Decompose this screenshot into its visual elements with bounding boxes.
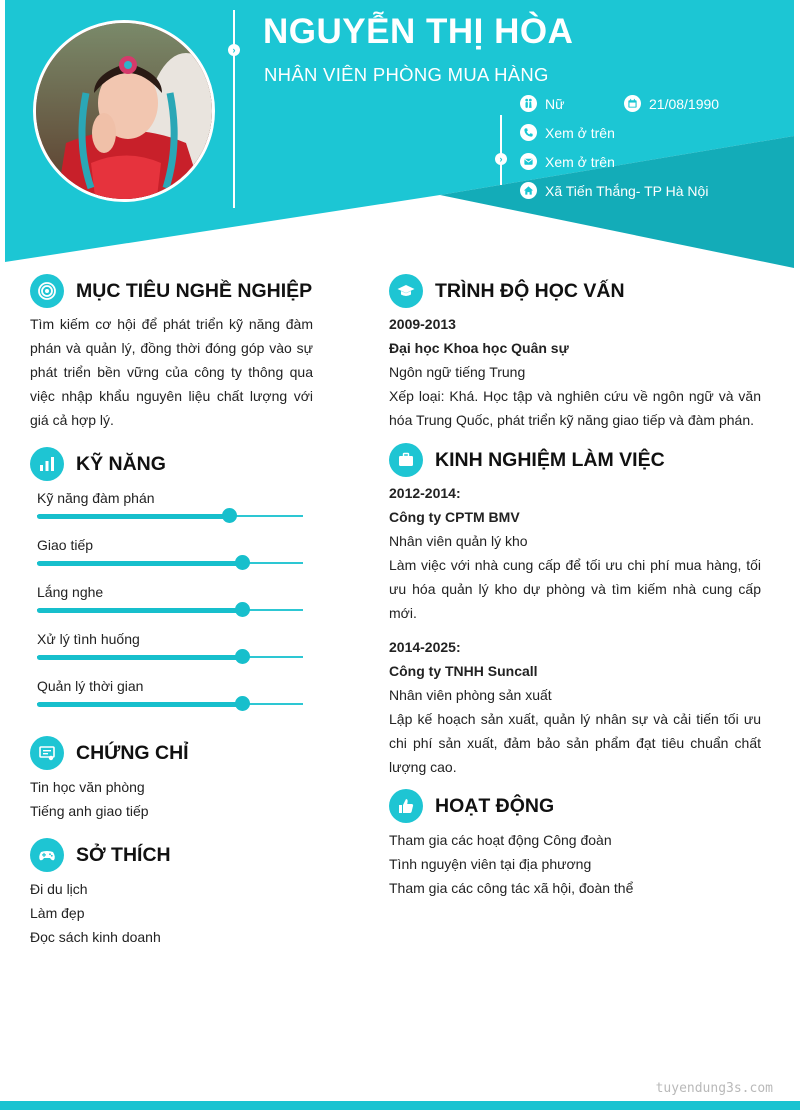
envelope-icon bbox=[520, 153, 537, 170]
skill-label: Xử lý tình huống bbox=[37, 631, 140, 647]
candidate-name: NGUYỄN THỊ HÒA bbox=[263, 12, 574, 51]
footer-bar bbox=[0, 1101, 800, 1110]
education-major: Ngôn ngữ tiếng Trung bbox=[389, 364, 526, 380]
watermark: tuyendung3s.com bbox=[655, 1081, 773, 1096]
skills-heading bbox=[30, 447, 166, 481]
skill-item bbox=[37, 537, 303, 577]
briefcase-icon bbox=[389, 443, 423, 477]
skill-level-bar bbox=[37, 655, 242, 660]
skill-item bbox=[37, 678, 303, 718]
education-heading bbox=[389, 274, 625, 308]
gender-value: Nữ bbox=[545, 95, 565, 112]
certificates-title: CHỨNG CHỈ bbox=[76, 741, 189, 764]
activity-item: Tình nguyện viên tại địa phương bbox=[389, 856, 592, 872]
skill-level-knob bbox=[235, 555, 250, 570]
contact-phone bbox=[520, 124, 615, 141]
activities-title: HOẠT ĐỘNG bbox=[435, 794, 555, 817]
education-school: Đại học Khoa học Quân sự bbox=[389, 340, 569, 356]
certificate-item: Tiếng anh giao tiếp bbox=[30, 803, 149, 819]
certificate-item: Tin học văn phòng bbox=[30, 779, 145, 795]
hobbies-heading bbox=[30, 838, 171, 872]
hobbies-title: SỞ THÍCH bbox=[76, 843, 171, 866]
contact-divider bbox=[500, 115, 502, 185]
skill-level-bar bbox=[37, 608, 242, 613]
skill-level-knob bbox=[235, 602, 250, 617]
job-period: 2014-2025: bbox=[389, 639, 461, 655]
activity-item: Tham gia các công tác xã hội, đoàn thể bbox=[389, 880, 634, 896]
email-value: Xem ở trên bbox=[545, 153, 615, 170]
objective-text: Tìm kiếm cơ hội để phát triển kỹ năng đàm phán và quản lý, đồng thời đóng góp vào sự phát triển bền vững của công ty thông qua việc nhập khẩu nguyên liệu chất lượng với giá cả hợp lý. bbox=[30, 316, 313, 428]
candidate-job-title: NHÂN VIÊN PHÒNG MUA HÀNG bbox=[264, 64, 549, 85]
hobby-item: Đi du lịch bbox=[30, 881, 88, 897]
phone-icon bbox=[520, 124, 537, 141]
address-value: Xã Tiến Thắng- TP Hà Nội bbox=[545, 182, 709, 199]
job-description: Làm việc với nhà cung cấp để tối ưu chi phí mua hàng, tối ưu hóa quản lý kho dự phòng và tìm kiếm nhà cung cấp mới. bbox=[389, 557, 761, 621]
profile-photo bbox=[33, 20, 215, 202]
activities-heading bbox=[389, 789, 554, 823]
skill-label: Giao tiếp bbox=[37, 537, 94, 553]
contact-birthday bbox=[624, 95, 719, 112]
skill-level-bar bbox=[37, 561, 242, 566]
bar-chart-icon bbox=[30, 447, 64, 481]
skill-label: Lắng nghe bbox=[37, 584, 104, 600]
certificate-icon bbox=[30, 736, 64, 770]
job-period: 2012-2014: bbox=[389, 485, 461, 501]
calendar-icon bbox=[624, 95, 641, 112]
skill-level-knob bbox=[235, 649, 250, 664]
header-divider bbox=[233, 10, 235, 208]
skill-item bbox=[37, 631, 303, 671]
gender-icon bbox=[520, 95, 537, 112]
job-description: Lập kế hoạch sản xuất, quản lý nhân sự và cải tiến tối ưu chi phí sản xuất, đảm bảo sản phẩm đạt tiêu chuẩn chất lượng cao. bbox=[389, 711, 761, 775]
education-period: 2009-2013 bbox=[389, 316, 456, 332]
skill-level-bar bbox=[37, 514, 229, 519]
target-icon bbox=[30, 274, 64, 308]
skill-label: Quản lý thời gian bbox=[37, 678, 144, 694]
gamepad-icon bbox=[30, 838, 64, 872]
education-description: Xếp loại: Khá. Học tập và nghiên cứu về ngôn ngữ và văn hóa Trung Quốc, phát triển kỹ năng giao tiếp và đàm phán. bbox=[389, 388, 761, 428]
objective-heading bbox=[30, 274, 312, 308]
job-position: Nhân viên quản lý kho bbox=[389, 533, 528, 549]
contact-address bbox=[520, 182, 708, 199]
skills-title: KỸ NĂNG bbox=[76, 452, 166, 475]
skill-level-bar bbox=[37, 702, 242, 707]
thumbs-up-icon bbox=[389, 789, 423, 823]
activity-item: Tham gia các hoạt động Công đoàn bbox=[389, 832, 612, 848]
skill-level-knob bbox=[235, 696, 250, 711]
header-chevron-icon: › bbox=[228, 44, 240, 56]
objective-title: MỤC TIÊU NGHỀ NGHIỆP bbox=[76, 279, 313, 302]
phone-value: Xem ở trên bbox=[545, 124, 615, 141]
birthday-value: 21/08/1990 bbox=[649, 95, 720, 112]
skill-item bbox=[37, 490, 303, 530]
contact-chevron-icon: › bbox=[495, 153, 507, 165]
job-position: Nhân viên phòng sản xuất bbox=[389, 687, 552, 703]
job-company: Công ty TNHH Suncall bbox=[389, 663, 538, 679]
skill-item bbox=[37, 584, 303, 624]
contact-email bbox=[520, 153, 615, 170]
graduation-cap-icon bbox=[389, 274, 423, 308]
home-icon bbox=[520, 182, 537, 199]
education-title: TRÌNH ĐỘ HỌC VẤN bbox=[435, 279, 625, 302]
certificates-heading bbox=[30, 736, 189, 770]
experience-title: KINH NGHIỆM LÀM VIỆC bbox=[435, 448, 665, 471]
experience-heading bbox=[389, 443, 665, 477]
job-company: Công ty CPTM BMV bbox=[389, 509, 520, 525]
hobby-item: Làm đẹp bbox=[30, 905, 85, 921]
hobby-item: Đọc sách kinh doanh bbox=[30, 929, 161, 945]
contact-gender bbox=[520, 95, 564, 112]
skill-label: Kỹ năng đàm phán bbox=[37, 490, 155, 506]
skill-level-knob bbox=[222, 508, 237, 523]
